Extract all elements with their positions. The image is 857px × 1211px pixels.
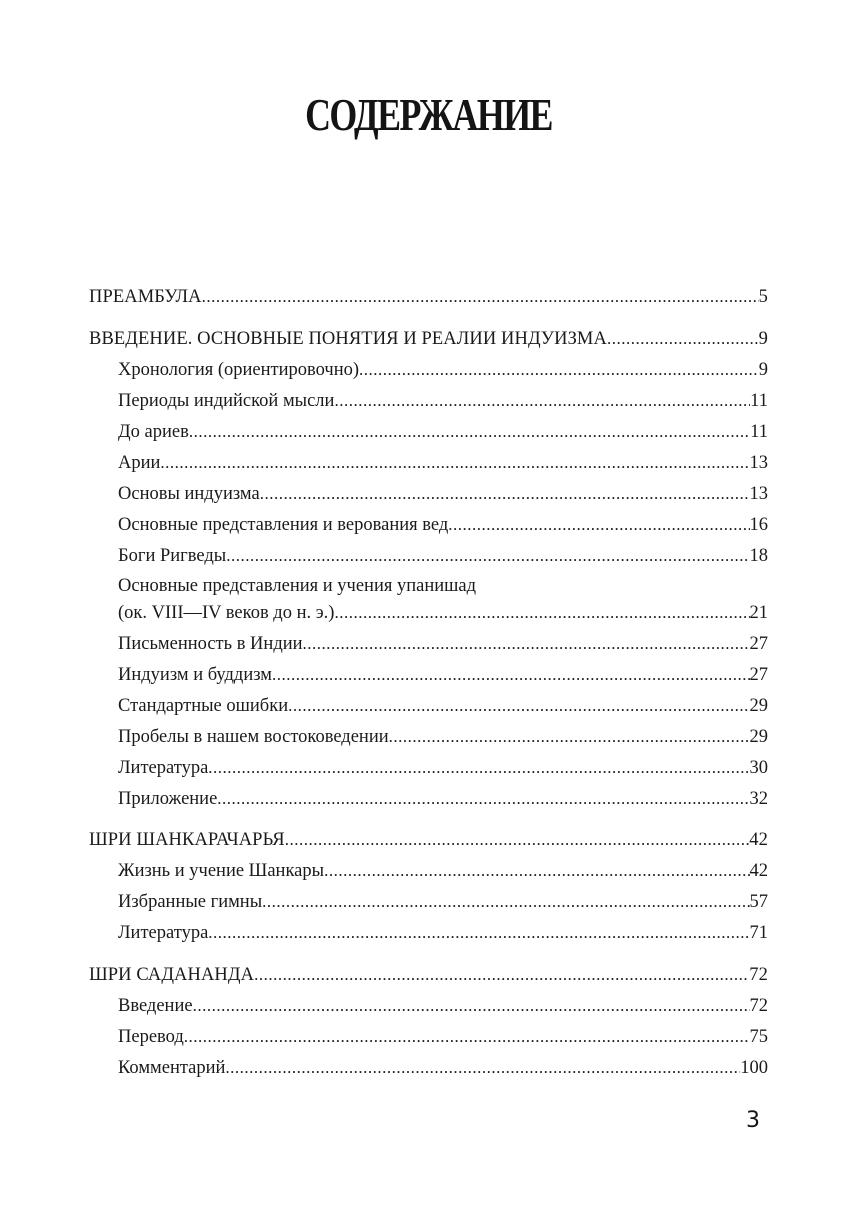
dot-leader	[288, 690, 749, 721]
dot-leader	[359, 354, 759, 385]
toc-entry-hymns[interactable]	[89, 886, 768, 917]
toc-entry-label: Избранные гимны	[118, 892, 263, 912]
toc-entry-label: Индуизм и буддизм	[118, 664, 272, 685]
toc-page-number: 75	[749, 1026, 768, 1047]
toc-page-number: 57	[749, 892, 768, 912]
dot-leader	[226, 540, 749, 571]
toc-entry-appendix[interactable]	[89, 783, 768, 814]
page-number: 3	[746, 1108, 760, 1133]
toc-page-number: 29	[749, 726, 768, 747]
toc-entry-label: (ок. VIII—IV веков до н. э.)	[118, 602, 335, 623]
toc-entry-literature[interactable]	[89, 752, 768, 783]
toc-entry-label: Основные представления и верования вед	[118, 514, 449, 535]
toc-entry-label: Введение	[118, 995, 193, 1016]
toc-entry-hinduism-buddhism[interactable]	[89, 659, 768, 690]
toc-page-number: 18	[749, 545, 768, 566]
dot-leader	[324, 855, 749, 886]
toc-entry-label: Письменность в Индии	[118, 633, 303, 654]
dot-leader	[303, 628, 750, 659]
dot-leader	[260, 478, 750, 509]
dot-leader	[208, 917, 749, 948]
toc-entry-preambula[interactable]	[89, 281, 768, 312]
toc-page-number: 32	[749, 788, 768, 809]
toc-page-number: 29	[749, 695, 768, 716]
toc-page-number: 42	[749, 861, 768, 881]
toc-entry-translation[interactable]	[89, 1021, 768, 1052]
toc-entry-chronology[interactable]	[89, 354, 768, 385]
toc-entry-aryans[interactable]	[89, 447, 768, 478]
dot-leader	[217, 783, 749, 814]
toc-entry-rigveda-gods[interactable]	[89, 540, 768, 571]
toc-entry-label-line1: Основные представления и учения упанишад	[118, 575, 477, 596]
toc-entry-label: Боги Ригведы	[118, 545, 227, 566]
toc-page-number: 72	[749, 964, 768, 985]
dot-leader	[225, 1052, 740, 1083]
toc-entry-label: ВВЕДЕНИЕ. ОСНОВНЫЕ ПОНЯТИЯ И РЕАЛИИ ИНДУИЗМА	[89, 328, 607, 349]
dot-leader	[184, 1021, 750, 1052]
dot-leader	[389, 721, 750, 752]
dot-leader	[285, 824, 750, 855]
toc-page-number: 11	[750, 421, 768, 442]
dot-leader	[448, 509, 749, 540]
toc-entry-label: Литература	[118, 923, 209, 943]
toc-page-number: 27	[749, 664, 768, 685]
table-of-contents	[89, 281, 768, 1083]
dot-leader	[160, 447, 749, 478]
toc-entry-label: До ариев	[118, 421, 189, 442]
toc-entry-commentary[interactable]	[89, 1052, 768, 1083]
dot-leader	[262, 886, 749, 917]
toc-entry-label: Основы индуизма	[118, 483, 260, 504]
toc-page-number: 9	[758, 359, 768, 380]
toc-page-number: 16	[749, 514, 768, 535]
toc-entry-literature-2[interactable]	[89, 917, 768, 948]
toc-entry-label: Перевод	[118, 1026, 184, 1047]
toc-entry-shankaracharya[interactable]	[89, 824, 768, 855]
toc-page-number: 42	[749, 830, 768, 850]
toc-entry-writing[interactable]	[89, 628, 768, 659]
dot-leader	[607, 323, 759, 354]
toc-entry-foundations[interactable]	[89, 478, 768, 509]
dot-leader	[254, 959, 749, 990]
dot-leader	[202, 281, 759, 312]
dot-leader	[193, 990, 750, 1021]
toc-entry-gaps[interactable]	[89, 721, 768, 752]
toc-entry-label: ШРИ ШАНКАРАЧАРЬЯ	[89, 830, 285, 850]
toc-page-number: 11	[750, 390, 768, 411]
dot-leader	[208, 752, 749, 783]
toc-entry-label: ШРИ САДАНАНДА	[89, 964, 255, 985]
toc-entry-shankara-life[interactable]	[89, 855, 768, 886]
toc-entry-vvedenie[interactable]	[89, 323, 768, 354]
toc-entry-label: Периоды индийской мысли	[118, 390, 335, 411]
toc-entry-label: Жизнь и учение Шанкары	[118, 861, 325, 881]
toc-entry-pre-aryans[interactable]	[89, 416, 768, 447]
toc-page-number: 30	[749, 757, 768, 778]
toc-entry-introduction[interactable]	[89, 990, 768, 1021]
toc-entry-label: Приложение	[118, 788, 218, 809]
toc-page-number: 100	[740, 1057, 768, 1078]
toc-entry-label: Стандартные ошибки	[118, 695, 289, 716]
toc-page-number: 9	[758, 328, 768, 349]
page-title: СОДЕРЖАНИЕ	[305, 89, 552, 140]
toc-page-number: 21	[749, 602, 768, 623]
toc-entry-vedic-beliefs[interactable]	[89, 509, 768, 540]
toc-page-number: 72	[749, 995, 768, 1016]
dot-leader	[334, 597, 749, 628]
toc-entry-label: Литература	[118, 757, 209, 778]
dot-leader	[334, 385, 750, 416]
toc-page-number: 13	[749, 452, 768, 473]
dot-leader	[189, 416, 750, 447]
toc-page-number: 13	[749, 483, 768, 504]
toc-entry-upanishads[interactable]	[89, 571, 768, 628]
toc-entry-periods[interactable]	[89, 385, 768, 416]
toc-page-number: 5	[758, 287, 768, 307]
toc-page-number: 27	[749, 633, 768, 654]
toc-page-number: 71	[749, 923, 768, 943]
toc-entry-label: Пробелы в нашем востоковедении	[118, 726, 389, 747]
toc-entry-standard-errors[interactable]	[89, 690, 768, 721]
toc-entry-label: Хронология (ориентировочно)	[118, 359, 360, 380]
toc-entry-sadananda[interactable]	[89, 959, 768, 990]
toc-entry-label: Комментарий	[118, 1057, 226, 1078]
toc-entry-label: Арии	[118, 452, 161, 473]
toc-entry-label: ПРЕАМБУЛА	[89, 287, 202, 307]
dot-leader	[272, 659, 750, 690]
